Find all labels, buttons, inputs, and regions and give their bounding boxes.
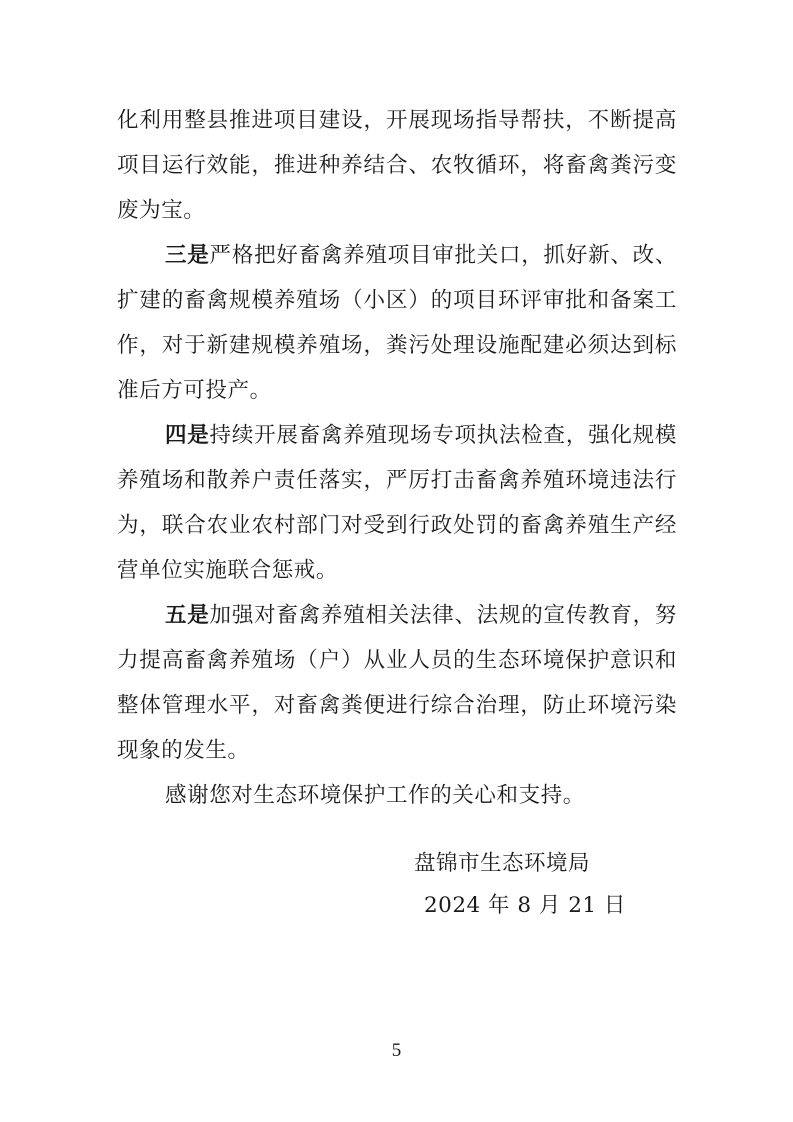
paragraph-5 [117,773,677,818]
paragraph-text: 加强对畜禽养殖相关法律、法规的宣传教育，努力提高畜禽养殖场（户）从业人员的生态环境保护意识和整体管理水平，对畜禽粪便进行综合治理，防止环境污染现象的发生。 [117,603,678,763]
paragraph-2 [117,233,677,413]
paragraph-lead: 四是 [165,423,210,448]
signature-organization: 盘锦市生态环境局 [414,851,591,876]
paragraph-4 [117,593,677,773]
page-number: 5 [391,1040,402,1061]
paragraph-lead: 五是 [165,603,210,628]
signature-date: 2024 年 8 月 21 日 [424,893,626,918]
paragraph-3 [117,413,677,593]
paragraph-text: 化利用整县推进项目建设，开展现场指导帮扶，不断提高项目运行效能，推进种养结合、农牧循环，将畜禽粪污变废为宝。 [117,108,677,223]
paragraph-text: 严格把好畜禽养殖项目审批关口，抓好新、改、扩建的畜禽规模养殖场（小区）的项目环评审批和备案工作，对于新建规模养殖场，粪污处理设施配建必须达到标准后方可投产。 [117,243,678,403]
paragraph-text: 感谢您对生态环境保护工作的关心和支持。 [165,783,585,808]
document-body [117,98,677,818]
paragraph-1 [117,98,677,233]
paragraph-text: 持续开展畜禽养殖现场专项执法检查，强化规模养殖场和散养户责任落实，严厉打击畜禽养殖环境违法行为，联合农业农村部门对受到行政处罚的畜禽养殖生产经营单位实施联合惩戒。 [117,423,678,583]
paragraph-lead: 三是 [165,243,210,268]
